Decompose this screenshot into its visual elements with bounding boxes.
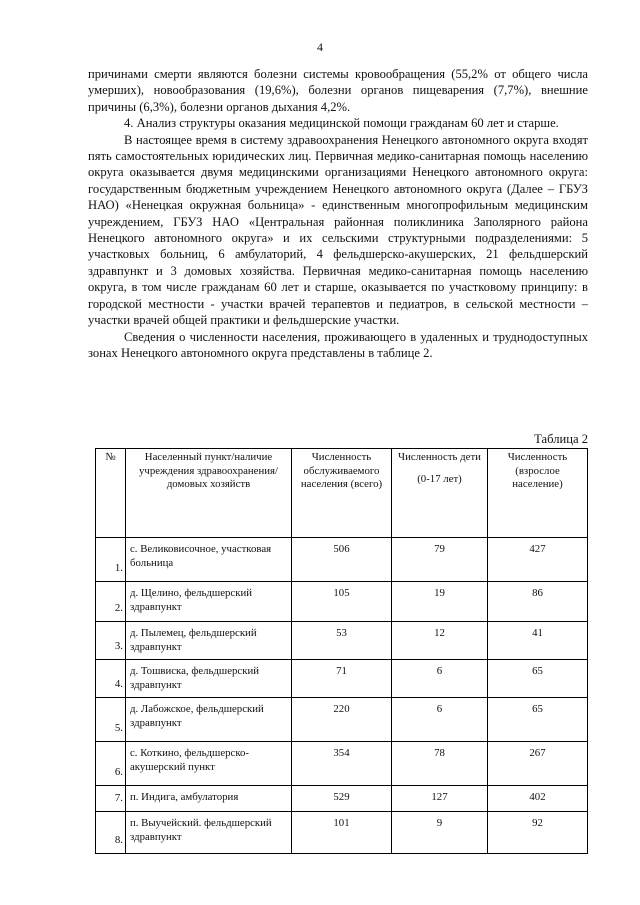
row-number: 5.: [96, 698, 126, 742]
paragraph-population-info: Сведения о численности населения, проживающего в удаленных и труднодоступных зонах Ненецкого автономного округа представлены в таблице 2.: [88, 329, 588, 360]
row-children: 6: [392, 698, 488, 742]
row-locality: п. Выучейский. фельдшерский здравпункт: [126, 812, 292, 854]
row-children: 9: [392, 812, 488, 854]
row-number: 1.: [96, 538, 126, 582]
row-locality: д. Лабожское, фельдшерский здравпункт: [126, 698, 292, 742]
row-locality: с. Великовисочное, участковая больница: [126, 538, 292, 582]
row-adults: 92: [488, 812, 588, 854]
row-total: 53: [292, 622, 392, 660]
page-number: 4: [317, 40, 323, 54]
table-row: [96, 698, 588, 742]
row-children: 127: [392, 786, 488, 812]
paragraph-causes-of-death: причинами смерти являются болезни системы кровообращения (55,2% от общего числа умерших), новообразования (19,6%), болезни органов пищеварения (7,7%), внешние причины (6,3%), болезни органов дыхания 4,2%.: [88, 67, 588, 114]
section-heading-4: 4. Анализ структуры оказания медицинской помощи гражданам 60 лет и старше.: [124, 116, 559, 131]
table-row: [96, 622, 588, 660]
row-adults: 267: [488, 742, 588, 786]
header-children-title: Численность дети: [398, 451, 481, 463]
row-locality: д. Тошвиска, фельдшерский здравпункт: [126, 660, 292, 698]
table-row: [96, 812, 588, 854]
row-total: 105: [292, 582, 392, 622]
row-total: 529: [292, 786, 392, 812]
table-row: [96, 582, 588, 622]
header-locality: Населенный пункт/наличие учреждения здравоохранения/ домовых хозяйств: [126, 449, 292, 538]
table-header-row: [96, 449, 588, 538]
header-total-population: Численность обслуживаемого населения (всего): [292, 449, 392, 538]
table-row: [96, 538, 588, 582]
row-children: 78: [392, 742, 488, 786]
row-locality: с. Коткино, фельдшерско-акушерский пункт: [126, 742, 292, 786]
row-total: 220: [292, 698, 392, 742]
header-children-range: (0-17 лет): [417, 472, 462, 485]
header-num: №: [96, 449, 126, 538]
row-adults: 65: [488, 660, 588, 698]
row-locality: д. Пылемец, фельдшерский здравпункт: [126, 622, 292, 660]
row-children: 12: [392, 622, 488, 660]
header-adults: Численность (взрослое население): [488, 449, 588, 538]
row-number: 4.: [96, 660, 126, 698]
document-body: [88, 66, 588, 361]
population-table: [95, 448, 588, 854]
row-locality: п. Индига, амбулатория: [126, 786, 292, 812]
header-children: [392, 449, 488, 538]
row-adults: 41: [488, 622, 588, 660]
row-children: 6: [392, 660, 488, 698]
table-caption: Таблица 2: [534, 432, 588, 446]
row-number: 8.: [96, 812, 126, 854]
row-number: 6.: [96, 742, 126, 786]
row-adults: 86: [488, 582, 588, 622]
row-number: 3.: [96, 622, 126, 660]
table-row: [96, 660, 588, 698]
row-total: 506: [292, 538, 392, 582]
row-adults: 65: [488, 698, 588, 742]
row-number: 7.: [96, 786, 126, 812]
row-number: 2.: [96, 582, 126, 622]
row-children: 19: [392, 582, 488, 622]
row-children: 79: [392, 538, 488, 582]
table-row: [96, 786, 588, 812]
row-adults: 427: [488, 538, 588, 582]
row-total: 354: [292, 742, 392, 786]
row-locality: д. Щелино, фельдшерский здравпункт: [126, 582, 292, 622]
paragraph-healthcare-system: В настоящее время в систему здравоохранения Ненецкого автономного округа входят пять самостоятельных юридических лиц. Первичная медико-санитарная помощь населению округа оказывается двумя медицинскими организациями Ненецкого автономного округа: государственным бюджетным учреждением Ненецкого автономного округа (Далее – ГБУЗ НАО) «Ненецкая окружная больница» - единственным многопрофильным медицинским учреждением, ГБУЗ НАО «Центральная районная поликлиника Заполярного района Ненецкого автономного округа» и их сельскими структурными подразделениями: 5 участковых больниц, 6 амбулаторий, 4 фельдшерско-акушерских, 21 фельдшерский здравпункт и 3 домовых хозяйства. Первичная медико-санитарная помощь населению округа, в том числе гражданам 60 лет и старше, оказывается по участковому принципу: в городской местности - участки врачей терапевтов и педиатров, в сельской местности – участки врачей общей практики и фельдшерские участки.: [88, 132, 588, 328]
row-total: 101: [292, 812, 392, 854]
table-row: [96, 742, 588, 786]
row-adults: 402: [488, 786, 588, 812]
row-total: 71: [292, 660, 392, 698]
